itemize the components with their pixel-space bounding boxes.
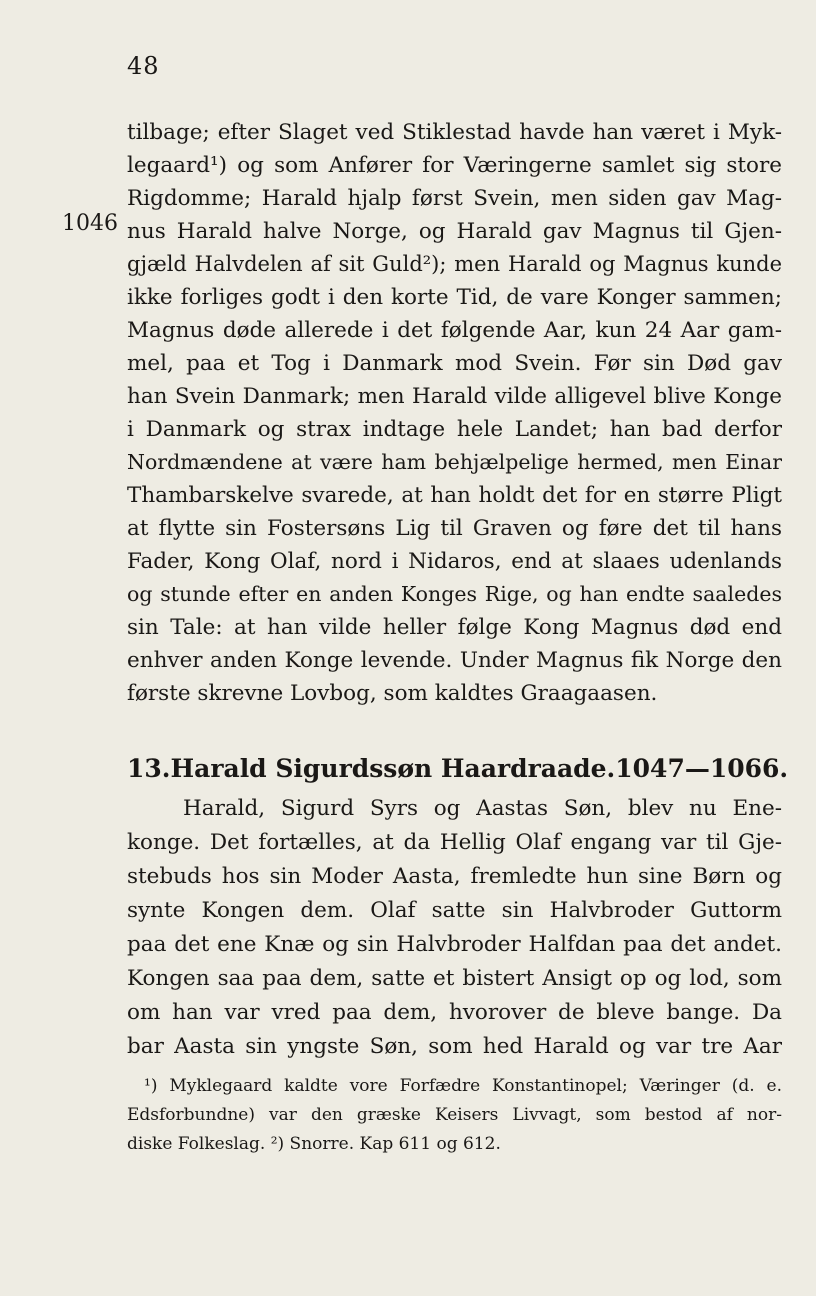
text-line: Kongen saa paa dem, satte et bistert Ansigt op og lod, som: [127, 966, 782, 991]
text-line: Fader, Kong Olaf, nord i Nidaros, end at slaaes udenlands: [127, 549, 782, 574]
footnote-line: diske Folkeslag. ²) Snorre. Kap 611 og 612.: [127, 1134, 501, 1154]
text-line: stebuds hos sin Moder Aasta, fremledte hun sine Børn og: [127, 864, 782, 889]
text-line: første skrevne Lovbog, som kaldtes Graagaasen.: [127, 681, 658, 706]
page-number: 48: [127, 52, 160, 80]
text-line: sin Tale: at han vilde heller følge Kong Magnus død end: [127, 615, 782, 640]
text-line: synte Kongen dem. Olaf satte sin Halvbroder Guttorm: [127, 898, 782, 923]
text-line: gjæld Halvdelen af sit Guld²); men Harald og Magnus kunde: [127, 252, 782, 276]
section-heading: [127, 748, 789, 788]
margin-year-note: 1046: [62, 211, 118, 236]
footnote-line: ¹) Myklegaard kaldte vore Forfædre Konstantinopel; Væringer (d. e.: [144, 1076, 782, 1096]
text-line: bar Aasta sin yngste Søn, som hed Harald og var tre Aar: [127, 1034, 782, 1059]
text-line: om han var vred paa dem, hvorover de bleve bange. Da: [127, 1000, 782, 1025]
section-years: 1047—1066.: [615, 753, 789, 783]
text-line: han Svein Danmark; men Harald vilde alligevel blive Konge: [127, 384, 782, 409]
footnote-line: Edsforbundne) var den græske Keisers Livvagt, som bestod af nor-: [127, 1105, 782, 1125]
text-line: nus Harald halve Norge, og Harald gav Magnus til Gjen-: [127, 219, 782, 244]
section-number: 13.: [127, 753, 171, 783]
text-line: ikke forliges godt i den korte Tid, de vare Konger sammen;: [127, 285, 782, 310]
text-line: legaard¹) og som Anfører for Væringerne samlet sig store: [127, 153, 782, 178]
text-line: Thambarskelve svarede, at han holdt det for en større Pligt: [127, 483, 782, 508]
section-title: Harald Sigurdssøn Haardraade.: [170, 753, 616, 783]
text-line: tilbage; efter Slaget ved Stiklestad havde han været i Myk-: [127, 120, 782, 145]
text-line: og stunde efter en anden Konges Rige, og han endte saaledes: [127, 582, 782, 606]
text-line: konge. Det fortælles, at da Hellig Olaf engang var til Gje-: [127, 830, 782, 855]
text-line: at flytte sin Fostersøns Lig til Graven og føre det til hans: [127, 516, 782, 541]
text-line: Nordmændene at være ham behjælpelige hermed, men Einar: [127, 450, 782, 474]
text-line: Magnus døde allerede i det følgende Aar, kun 24 Aar gam-: [127, 318, 782, 343]
text-line: mel, paa et Tog i Danmark mod Svein. Før sin Død gav: [127, 351, 782, 376]
text-line: Rigdomme; Harald hjalp først Svein, men siden gav Mag-: [127, 186, 782, 211]
text-line: paa det ene Knæ og sin Halvbroder Halfdan paa det andet.: [127, 932, 782, 957]
text-line: enhver anden Konge levende. Under Magnus fik Norge den: [127, 648, 782, 673]
text-line: i Danmark og strax indtage hele Landet; han bad derfor: [127, 417, 782, 442]
text-line: Harald, Sigurd Syrs og Aastas Søn, blev nu Ene-: [183, 796, 782, 821]
